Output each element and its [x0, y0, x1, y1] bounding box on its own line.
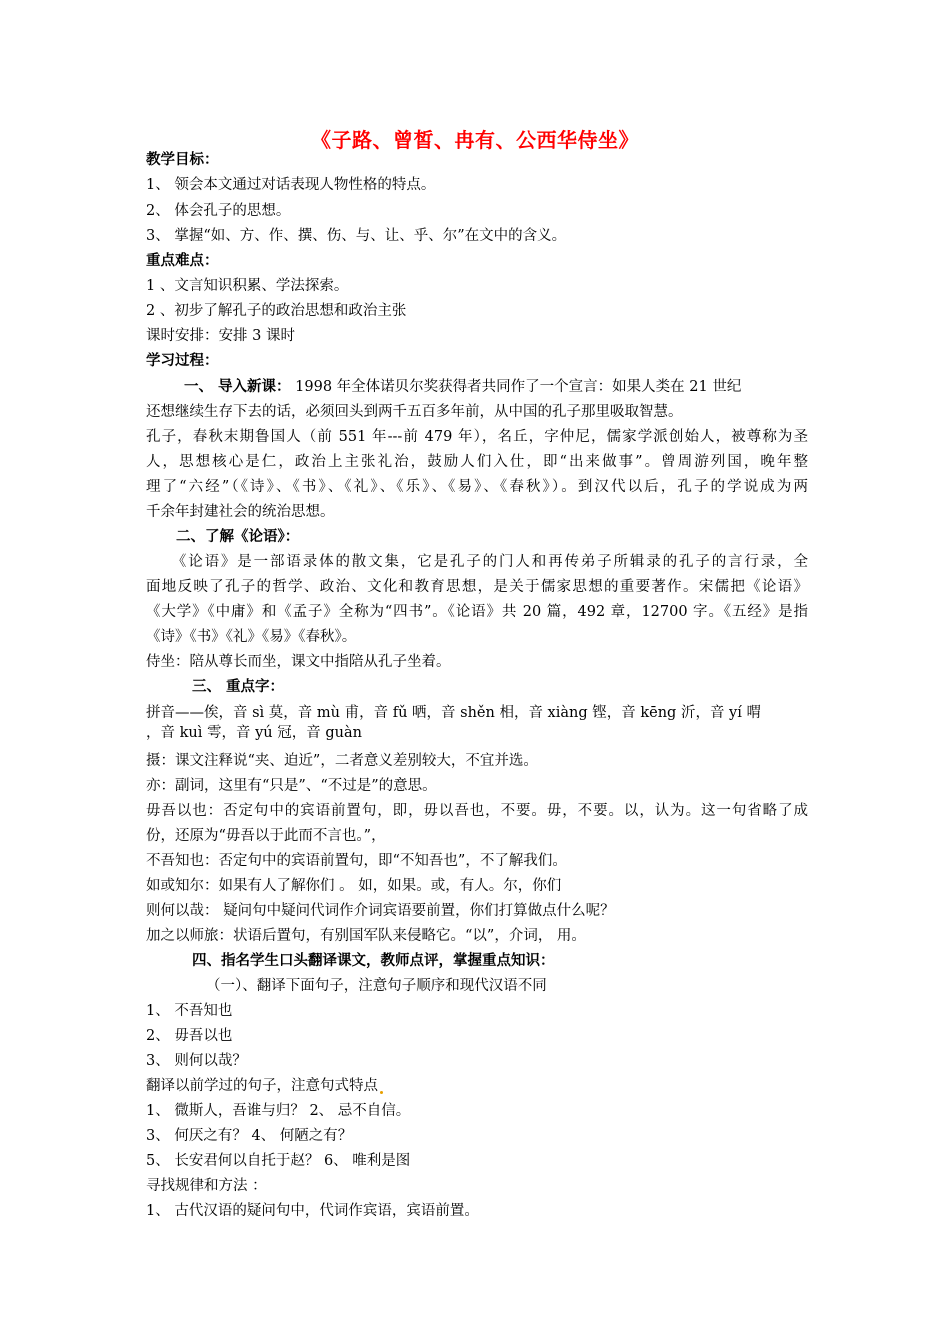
confucius-line-2: 人，思想核心是仁，政治上主张礼治，鼓励人们入仕，即“出来做事”。曾周游列国，晚年整	[146, 454, 808, 470]
heading-objectives: 教学目标：	[146, 152, 219, 168]
pinyin-line-2: ，音 kuì 雩，音 yú 冠，音 guàn	[146, 725, 362, 741]
review-sentence-3-4: 3、 何厌之有？ 4、 何陋之有？	[146, 1128, 353, 1144]
confucius-line-3: 理了“六经”（《诗》、《书》、《礼》、《乐》、《易》、《春秋》）。到汉代以后，孔子的学说成为两	[146, 479, 808, 495]
review-sentence-1-2: 1、 微斯人，吾谁与归？ 2、 忌不自信。	[146, 1103, 411, 1119]
translate-heading-row	[146, 949, 808, 973]
objective-1: 1、 领会本文通过对话表现人物性格的特点。	[146, 177, 436, 193]
intro-heading: 一、 导入新课：	[184, 379, 291, 395]
review-row	[146, 1074, 808, 1098]
intro-text: 1998 年全体诺贝尔奖获得者共同作了一个宣言：如果人类在 21 世纪	[295, 379, 742, 395]
lunyu-text-1: 《论语》是一部语录体的散文集，它是孔子的门人和再传弟子所辑录的孔子的言行录，全	[170, 554, 808, 570]
note-wuwuyiye-2: 份，还原为“毋吾以于此而不言也。”，	[146, 828, 386, 844]
shizuo-definition: 侍坐：陪从尊长而坐，课文中指陪从孔子坐着。	[146, 654, 451, 670]
lunyu-heading-row	[146, 525, 808, 549]
heading-keywords: 三、 重点字：	[192, 679, 285, 695]
orange-dot-marker	[380, 1091, 383, 1094]
key-point-1: 1 、文言知识积累、学法探索。	[146, 278, 349, 294]
sentence-1: 1、 不吾知也	[146, 1003, 233, 1019]
heading-process: 学习过程：	[146, 353, 219, 369]
key-point-2: 2 、初步了解孔子的政治思想和政治主张	[146, 303, 407, 319]
confucius-line-1: 孔子，春秋末期鲁国人（前 551 年---前 479 年），名丘，字仲尼，儒家学派创始人，被尊称为圣	[146, 429, 808, 445]
objective-3: 3、 掌握“如、方、作、撰、伤、与、让、乎、尔”在文中的含义。	[146, 228, 567, 244]
lunyu-line-4: 《诗》《书》《礼》《易》《春秋》。	[146, 629, 357, 645]
review-sentence-5-6: 5、 长安君何以自托于赵？ 6、 唯利是图	[146, 1153, 411, 1169]
note-she: 摄：课文注释说“夹、迫近”，二者意义差别较大，不宜并选。	[146, 753, 538, 769]
intro-line-2: 还想继续生存下去的话，必须回头到两千五百多年前，从中国的孔子那里吸取智慧。	[146, 404, 683, 420]
pinyin-line-1: 拼音——俟，音 sì 莫，音 mù 甫，音 fǔ 哂，音 shěn 相，音 xiàng 铿，音 kēng 沂，音 yí 喟	[146, 705, 761, 721]
note-wuwuyiye-1: 毋吾以也：否定句中的宾语前置句，即，毋以吾也，不要。毋，不要。以，认为。这一句省略了成	[146, 803, 808, 819]
objective-2: 2、 体会孔子的思想。	[146, 203, 291, 219]
note-zeheyizai: 则何以哉： 疑问句中疑问代词作介词宾语要前置，你们打算做点什么呢？	[146, 903, 615, 919]
method-heading: 寻找规律和方法 ：	[146, 1178, 267, 1194]
note-yi: 亦：副词，这里有“只是”、“不过是”的意思。	[146, 778, 437, 794]
lunyu-line-1	[146, 550, 808, 574]
heading-key-points: 重点难点：	[146, 253, 219, 269]
note-buwuzhiye: 不吾知也：否定句中的宾语前置句，即“不知吾也”，不了解我们。	[146, 853, 567, 869]
sentence-3: 3、 则何以哉？	[146, 1053, 247, 1069]
note-ruhuozhier: 如或知尔：如果有人了解你们 。 如，如果。或，有人。尔，你们	[146, 878, 562, 894]
lunyu-line-3: 《大学》《中庸》和《孟子》全称为“四书”。《论语》共 20 篇，492 章，12700 字。《五经》是指	[146, 604, 808, 620]
review-instruction: 翻译以前学过的句子，注意句式特点	[146, 1078, 378, 1094]
confucius-line-4: 千余年封建社会的统治思想。	[146, 504, 335, 520]
sentence-2: 2、 毋吾以也	[146, 1028, 233, 1044]
heading-translate: 四、指名学生口头翻译课文，教师点评，掌握重点知识：	[192, 953, 555, 969]
document-title: 《子路、曾皙、冉有、公西华侍坐》	[311, 128, 639, 152]
translate-subheading: （一）、翻译下面句子，注意句子顺序和现代汉语不同	[206, 978, 547, 994]
schedule: 课时安排：安排 3 课时	[146, 328, 295, 344]
note-jiazhiyishilv: 加之以师旅：状语后置句，有别国军队来侵略它。“以”，介词， 用。	[146, 928, 586, 944]
heading-lunyu: 二、了解《论语》：	[176, 529, 300, 545]
translate-sub-row	[146, 974, 808, 998]
lunyu-line-2: 面地反映了孔子的哲学、政治、文化和教育思想，是关于儒家思想的重要著作。宋儒把《论语》	[146, 579, 808, 595]
method-rule-1: 1、 古代汉语的疑问句中，代词作宾语，宾语前置。	[146, 1203, 479, 1219]
intro-line-1	[146, 375, 808, 399]
keywords-heading-row	[146, 675, 808, 699]
